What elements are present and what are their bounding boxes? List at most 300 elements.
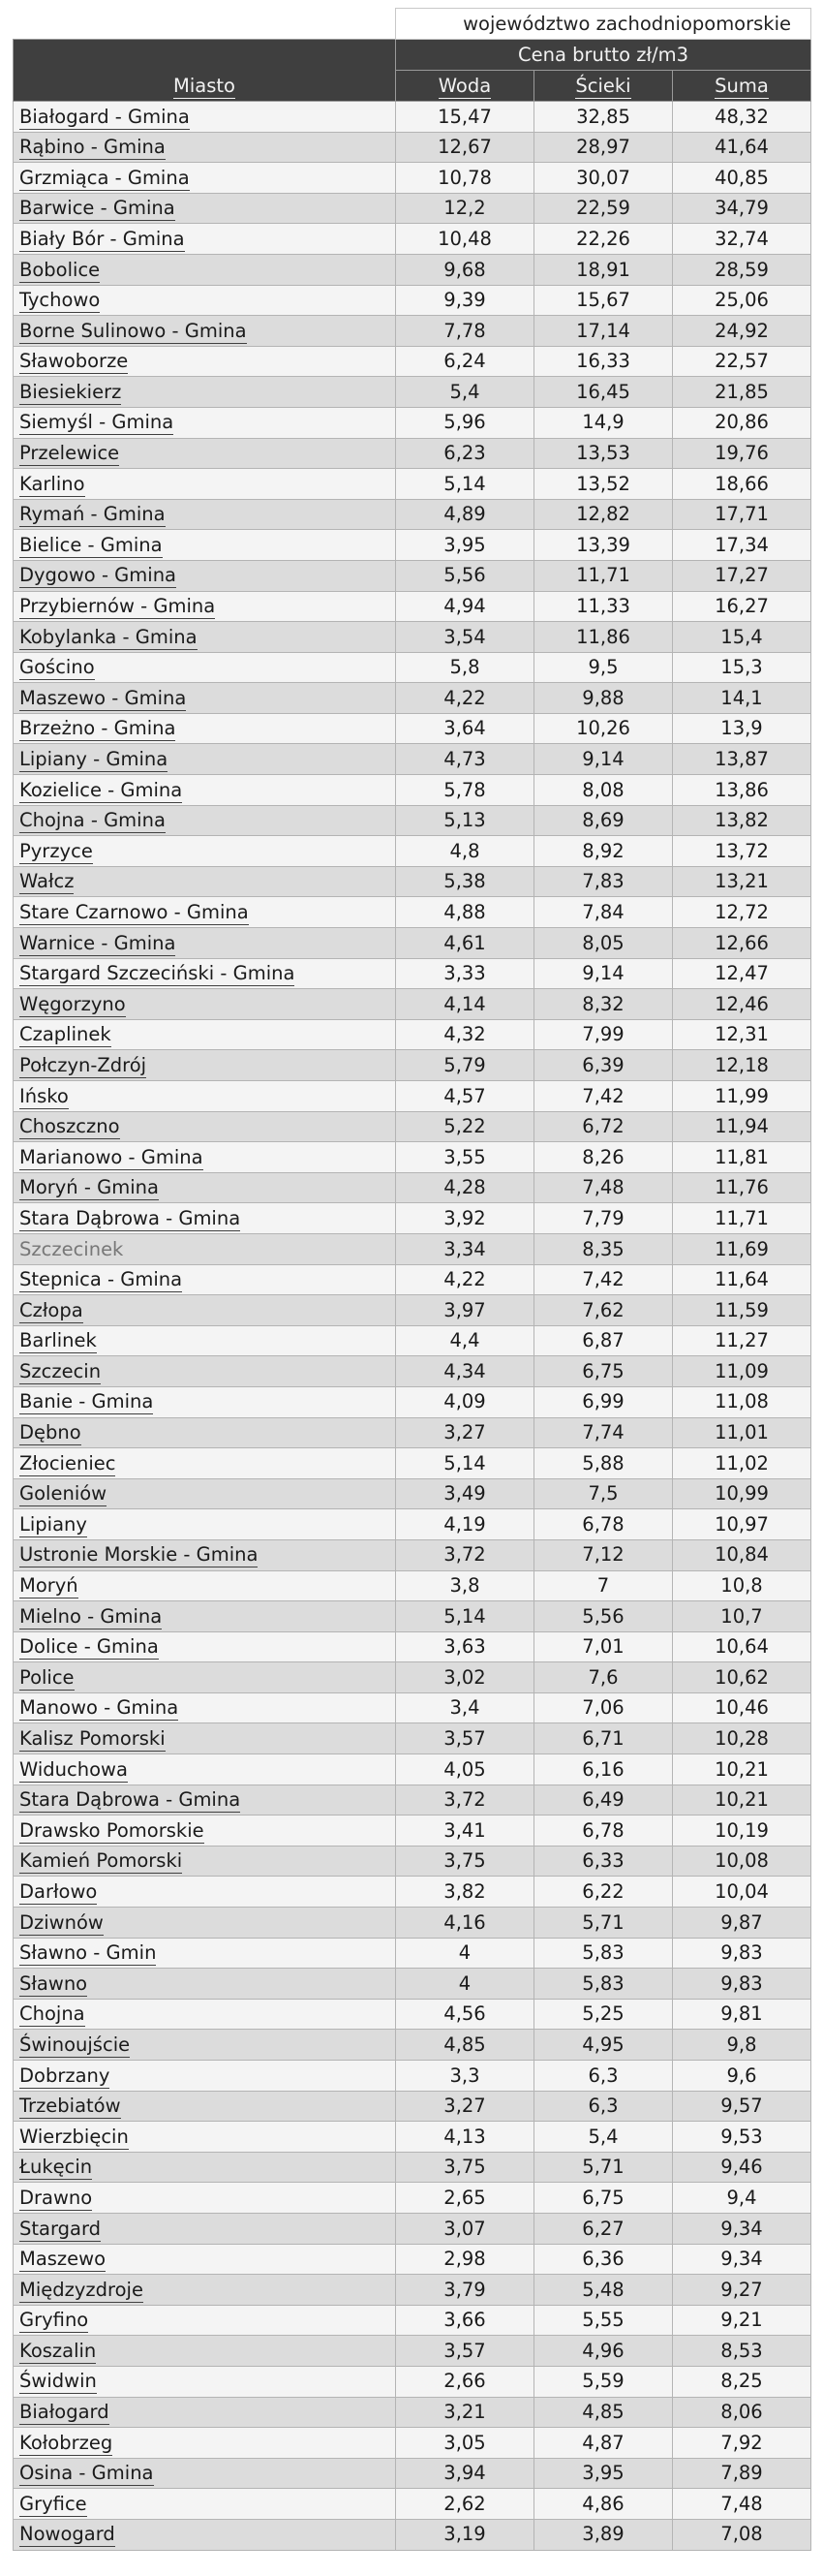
city-cell[interactable] [14, 805, 396, 836]
water-value-cell: 4,94 [396, 591, 534, 622]
sum-value-cell: 25,06 [673, 285, 811, 316]
city-link[interactable]: Borne Sulinowo - Gmina [19, 319, 247, 342]
city-link[interactable]: Kozielice - Gmina [19, 778, 183, 801]
water-value-cell: 9,68 [396, 254, 534, 285]
city-link[interactable]: Białogard [19, 2401, 109, 2424]
sum-value-cell: 10,46 [673, 1692, 811, 1723]
city-link[interactable]: Warnice - Gmina [19, 931, 176, 954]
sewage-column-header[interactable] [534, 71, 673, 102]
table-row [14, 377, 811, 408]
city-cell[interactable] [14, 2305, 396, 2336]
city-cell[interactable] [14, 622, 396, 653]
city-cell[interactable] [14, 1631, 396, 1662]
region-header-row [14, 9, 811, 40]
sewage-value-cell: 13,52 [534, 469, 673, 500]
table-row [14, 2458, 811, 2489]
sewage-value-cell: 7,01 [534, 1631, 673, 1662]
city-cell[interactable] [14, 407, 396, 438]
city-link[interactable]: Bielice - Gmina [19, 533, 163, 556]
city-link[interactable]: Drawsko Pomorskie [19, 1818, 204, 1842]
city-cell[interactable] [14, 1264, 396, 1295]
water-value-cell: 3,41 [396, 1816, 534, 1847]
city-link[interactable]: Nowogard [19, 2523, 115, 2546]
water-value-cell: 3,49 [396, 1478, 534, 1509]
table-row [14, 285, 811, 316]
city-cell[interactable] [14, 377, 396, 408]
sewage-value-cell: 6,27 [534, 2213, 673, 2244]
city-cell[interactable] [14, 2366, 396, 2397]
table-row [14, 1050, 811, 1081]
city-link[interactable]: Police [19, 1665, 75, 1689]
city-cell[interactable] [14, 683, 396, 714]
city-cell[interactable] [14, 1081, 396, 1112]
city-cell[interactable] [14, 469, 396, 500]
price-table-container [13, 8, 810, 2551]
region-label: województwo zachodniopomorskie [396, 9, 811, 40]
city-cell[interactable] [14, 254, 396, 285]
sum-value-cell: 11,99 [673, 1081, 811, 1112]
city-cell[interactable] [14, 1754, 396, 1785]
sum-value-cell: 9,34 [673, 2213, 811, 2244]
water-value-cell: 3,02 [396, 1662, 534, 1693]
city-link[interactable]: Chojna - Gmina [19, 809, 166, 832]
sewage-value-cell: 7,62 [534, 1295, 673, 1326]
city-link[interactable]: Dobrzany [19, 2064, 110, 2087]
water-value-cell: 3,55 [396, 1142, 534, 1173]
sum-value-cell: 7,92 [673, 2428, 811, 2459]
city-link[interactable]: Karlino [19, 472, 85, 495]
city-link[interactable]: Siemyśl - Gmina [19, 411, 174, 434]
city-link[interactable]: Szczecin [19, 1359, 102, 1382]
table-row [14, 1417, 811, 1448]
city-cell[interactable] [14, 1908, 396, 1939]
city-column-header[interactable] [14, 40, 396, 102]
table-row [14, 928, 811, 959]
water-value-cell: 3,33 [396, 958, 534, 989]
sewage-value-cell: 8,05 [534, 928, 673, 959]
city-link[interactable]: Rąbino - Gmina [19, 136, 166, 159]
city-link[interactable]: Stepnica - Gmina [19, 1268, 183, 1291]
water-value-cell: 4,05 [396, 1754, 534, 1785]
city-link[interactable]: Stara Dąbrowa - Gmina [19, 1788, 241, 1812]
city-link[interactable]: Grzmiąca - Gmina [19, 166, 190, 189]
water-value-cell: 12,2 [396, 193, 534, 224]
sum-value-cell: 22,57 [673, 346, 811, 377]
sum-value-cell: 9,83 [673, 1938, 811, 1969]
water-value-cell: 5,96 [396, 407, 534, 438]
city-cell[interactable] [14, 2458, 396, 2489]
table-row [14, 2305, 811, 2336]
sewage-value-cell: 7,6 [534, 1662, 673, 1693]
sum-value-cell: 10,8 [673, 1570, 811, 1601]
city-cell[interactable] [14, 775, 396, 806]
city-link[interactable]: Świnoujście [19, 2033, 131, 2056]
water-value-cell: 5,78 [396, 775, 534, 806]
city-cell[interactable] [14, 1478, 396, 1509]
sum-value-cell: 48,32 [673, 102, 811, 133]
water-value-cell: 5,22 [396, 1111, 534, 1142]
city-cell[interactable] [14, 1692, 396, 1723]
city-link[interactable]: Moryń - Gmina [19, 1176, 159, 1199]
city-link[interactable]: Koszalin [19, 2339, 97, 2362]
city-link[interactable]: Darłowo [19, 1879, 98, 1903]
sewage-value-cell: 6,72 [534, 1111, 673, 1142]
table-row [14, 1111, 811, 1142]
sum-value-cell: 9,6 [673, 2061, 811, 2092]
city-cell[interactable] [14, 2213, 396, 2244]
water-column-header[interactable] [396, 71, 534, 102]
city-link[interactable]: Barlinek [19, 1329, 97, 1352]
city-link[interactable]: Osina - Gmina [19, 2462, 154, 2485]
city-link[interactable]: Kobylanka - Gmina [19, 625, 198, 648]
city-cell[interactable] [14, 499, 396, 530]
sewage-value-cell: 6,3 [534, 2061, 673, 2092]
city-link[interactable]: Choszczno [19, 1115, 120, 1138]
sewage-value-cell: 6,49 [534, 1785, 673, 1816]
water-value-cell: 3,07 [396, 2213, 534, 2244]
table-row [14, 1019, 811, 1050]
water-value-cell: 4,09 [396, 1386, 534, 1417]
sewage-column-header-label[interactable]: Ścieki [575, 74, 631, 97]
sum-value-cell: 12,47 [673, 958, 811, 989]
city-link[interactable]: Stargard [19, 2217, 102, 2240]
city-cell[interactable] [14, 1356, 396, 1387]
water-value-cell: 4,73 [396, 744, 534, 775]
price-group-header: Cena brutto zł/m3 [396, 40, 811, 71]
table-row [14, 132, 811, 163]
water-value-cell: 12,67 [396, 132, 534, 163]
city-cell[interactable] [14, 1938, 396, 1969]
sewage-value-cell: 6,16 [534, 1754, 673, 1785]
sum-value-cell: 9,53 [673, 2122, 811, 2153]
city-link[interactable]: Kamień Pomorski [19, 1849, 183, 1873]
city-cell[interactable] [14, 1050, 396, 1081]
city-link[interactable]: Ustronie Morskie - Gmina [19, 1543, 259, 1567]
sewage-value-cell: 5,88 [534, 1448, 673, 1479]
city-link[interactable]: Przelewice [19, 442, 120, 465]
sum-value-cell: 11,02 [673, 1448, 811, 1479]
sewage-value-cell: 18,91 [534, 254, 673, 285]
sum-value-cell: 12,18 [673, 1050, 811, 1081]
table-row [14, 163, 811, 194]
city-link[interactable]: Gryfice [19, 2492, 87, 2515]
city-link[interactable]: Brzeżno - Gmina [19, 717, 176, 740]
city-cell[interactable] [14, 2183, 396, 2214]
water-value-cell: 5,56 [396, 560, 534, 591]
city-link[interactable]: Banie - Gmina [19, 1390, 154, 1413]
city-link[interactable]: Węgorzyno [19, 992, 126, 1015]
city-link[interactable]: Pyrzyce [19, 839, 93, 862]
table-row [14, 2122, 811, 2153]
sewage-value-cell: 4,86 [534, 2489, 673, 2520]
city-cell[interactable] [14, 1509, 396, 1540]
sum-value-cell: 10,19 [673, 1816, 811, 1847]
city-cell[interactable] [14, 530, 396, 561]
city-cell[interactable] [14, 224, 396, 255]
sum-value-cell: 10,7 [673, 1601, 811, 1632]
city-link[interactable]: Rymań - Gmina [19, 503, 166, 526]
city-cell[interactable] [14, 1601, 396, 1632]
city-cell[interactable] [14, 958, 396, 989]
sewage-value-cell: 5,59 [534, 2366, 673, 2397]
city-cell[interactable] [14, 1203, 396, 1234]
water-value-cell: 3,64 [396, 713, 534, 744]
sewage-value-cell: 5,56 [534, 1601, 673, 1632]
city-link[interactable]: Człopa [19, 1298, 83, 1321]
sum-column-header-label[interactable]: Suma [715, 74, 769, 97]
sum-value-cell: 10,64 [673, 1631, 811, 1662]
city-link[interactable]: Połczyn-Zdrój [19, 1053, 147, 1076]
table-row [14, 254, 811, 285]
city-link[interactable]: Złocieniec [19, 1451, 116, 1474]
table-row [14, 224, 811, 255]
city-cell[interactable] [14, 1662, 396, 1693]
sewage-value-cell: 5,4 [534, 2122, 673, 2153]
city-cell[interactable] [14, 1969, 396, 2000]
table-row [14, 2428, 811, 2459]
sewage-value-cell: 7,99 [534, 1019, 673, 1050]
table-row [14, 1539, 811, 1570]
city-link[interactable]: Biały Bór - Gmina [19, 227, 185, 250]
city-cell[interactable] [14, 2275, 396, 2306]
sewage-value-cell: 6,87 [534, 1325, 673, 1356]
city-cell[interactable] [14, 1019, 396, 1050]
city-cell[interactable] [14, 1142, 396, 1173]
city-cell[interactable] [14, 2061, 396, 2092]
city-link[interactable]: Lipiany [19, 1512, 87, 1536]
city-link[interactable]: Gryfino [19, 2309, 89, 2332]
city-cell[interactable] [14, 897, 396, 928]
city-cell[interactable] [14, 438, 396, 469]
city-cell[interactable] [14, 2397, 396, 2428]
city-cell[interactable] [14, 1816, 396, 1847]
city-link[interactable]: Drawno [19, 2186, 93, 2209]
city-link[interactable]: Goleniów [19, 1482, 107, 1505]
table-row [14, 2091, 811, 2122]
sum-value-cell: 14,1 [673, 683, 811, 714]
sewage-value-cell: 12,82 [534, 499, 673, 530]
city-cell[interactable] [14, 836, 396, 867]
sewage-value-cell: 5,25 [534, 1999, 673, 2030]
city-cell[interactable] [14, 2519, 396, 2550]
water-value-cell: 5,14 [396, 1448, 534, 1479]
sum-value-cell: 13,87 [673, 744, 811, 775]
sum-value-cell: 7,89 [673, 2458, 811, 2489]
city-cell[interactable] [14, 1386, 396, 1417]
sewage-value-cell: 6,78 [534, 1509, 673, 1540]
sum-value-cell: 18,66 [673, 469, 811, 500]
city-cell[interactable] [14, 713, 396, 744]
city-cell[interactable] [14, 989, 396, 1020]
sewage-value-cell: 7,42 [534, 1264, 673, 1295]
water-value-cell: 3,66 [396, 2305, 534, 2336]
city-link[interactable]: Świdwin [19, 2370, 97, 2393]
city-link[interactable]: Białogard - Gmina [19, 105, 190, 128]
city-link[interactable]: Tychowo [19, 289, 101, 312]
water-value-cell: 4,89 [396, 499, 534, 530]
city-link[interactable]: Stare Czarnowo - Gmina [19, 900, 249, 923]
city-link[interactable]: Wałcz [19, 870, 75, 893]
city-link[interactable]: Przybiernów - Gmina [19, 595, 216, 618]
table-row [14, 346, 811, 377]
city-cell[interactable] [14, 1846, 396, 1877]
city-link[interactable]: Biesiekierz [19, 380, 122, 403]
city-link[interactable]: Sławno - Gmin [19, 1941, 157, 1965]
city-link[interactable]: Dębno [19, 1421, 81, 1444]
city-link[interactable]: Mielno - Gmina [19, 1604, 163, 1628]
city-cell[interactable] [14, 2091, 396, 2122]
city-cell[interactable] [14, 316, 396, 347]
water-value-cell: 3,8 [396, 1570, 534, 1601]
water-value-cell: 4,4 [396, 1325, 534, 1356]
city-cell[interactable] [14, 1723, 396, 1754]
sum-value-cell: 9,83 [673, 1969, 811, 2000]
water-value-cell: 5,14 [396, 469, 534, 500]
sewage-value-cell: 15,67 [534, 285, 673, 316]
city-link[interactable]: Ińsko [19, 1084, 69, 1107]
city-link[interactable]: Sławno [19, 1971, 88, 1995]
table-row [14, 1631, 811, 1662]
sum-value-cell: 9,8 [673, 2030, 811, 2061]
water-value-cell: 4,57 [396, 1081, 534, 1112]
city-cell[interactable] [14, 2244, 396, 2275]
city-cell[interactable] [14, 346, 396, 377]
city-link[interactable]: Trzebiatów [19, 2095, 121, 2118]
water-column-header-label[interactable]: Woda [438, 74, 492, 97]
city-link[interactable]: Dziwnów [19, 1910, 104, 1934]
sum-value-cell: 17,71 [673, 499, 811, 530]
city-link[interactable]: Marianowo - Gmina [19, 1145, 203, 1168]
city-link[interactable]: Międzyzdroje [19, 2278, 143, 2301]
water-value-cell: 3,92 [396, 1203, 534, 1234]
sum-value-cell: 8,25 [673, 2366, 811, 2397]
sewage-value-cell: 17,14 [534, 316, 673, 347]
city-cell[interactable] [14, 1999, 396, 2030]
table-row [14, 591, 811, 622]
city-cell[interactable] [14, 1877, 396, 1908]
city-link[interactable]: Stargard Szczeciński - Gmina [19, 962, 295, 985]
city-cell[interactable] [14, 285, 396, 316]
city-cell[interactable] [14, 928, 396, 959]
city-cell[interactable] [14, 2336, 396, 2367]
water-value-cell: 4,85 [396, 2030, 534, 2061]
sum-value-cell: 10,84 [673, 1539, 811, 1570]
city-cell[interactable] [14, 2152, 396, 2183]
table-row [14, 1264, 811, 1295]
sewage-value-cell: 9,14 [534, 958, 673, 989]
city-link[interactable]: Łukęcin [19, 2156, 93, 2179]
city-cell[interactable] [14, 1172, 396, 1203]
sewage-value-cell: 28,97 [534, 132, 673, 163]
city-cell[interactable] [14, 1233, 396, 1264]
sum-value-cell: 11,76 [673, 1172, 811, 1203]
table-row [14, 2061, 811, 2092]
sum-value-cell: 34,79 [673, 193, 811, 224]
table-row [14, 560, 811, 591]
city-cell[interactable] [14, 2428, 396, 2459]
city-cell[interactable] [14, 102, 396, 133]
city-cell[interactable] [14, 132, 396, 163]
sum-value-cell: 11,64 [673, 1264, 811, 1295]
city-cell[interactable] [14, 1448, 396, 1479]
city-cell[interactable] [14, 2122, 396, 2153]
table-row [14, 1816, 811, 1847]
city-cell[interactable] [14, 2489, 396, 2520]
sum-value-cell: 9,4 [673, 2183, 811, 2214]
city-cell[interactable] [14, 2030, 396, 2061]
sewage-value-cell: 4,87 [534, 2428, 673, 2459]
city-column-header-label[interactable]: Miasto [173, 74, 235, 97]
city-link[interactable]: Barwice - Gmina [19, 197, 175, 220]
table-row [14, 805, 811, 836]
city-link[interactable]: Kalisz Pomorski [19, 1727, 166, 1751]
city-link[interactable]: Widuchowa [19, 1757, 128, 1781]
city-link[interactable]: Dolice - Gmina [19, 1635, 159, 1659]
table-row [14, 1846, 811, 1877]
water-value-cell: 4,22 [396, 683, 534, 714]
city-link[interactable]: Maszewo - Gmina [19, 686, 187, 709]
city-link[interactable]: Wierzbięcin [19, 2125, 129, 2148]
city-cell[interactable] [14, 591, 396, 622]
city-link[interactable]: Maszewo [19, 2248, 107, 2271]
city-cell[interactable] [14, 1111, 396, 1142]
city-link[interactable]: Stara Dąbrowa - Gmina [19, 1206, 241, 1229]
table-row [14, 2275, 811, 2306]
city-cell[interactable] [14, 1570, 396, 1601]
sum-value-cell: 11,27 [673, 1325, 811, 1356]
city-cell[interactable] [14, 163, 396, 194]
city-cell[interactable] [14, 1325, 396, 1356]
city-cell[interactable] [14, 1539, 396, 1570]
sum-value-cell: 41,64 [673, 132, 811, 163]
sewage-value-cell: 7,84 [534, 897, 673, 928]
city-cell[interactable] [14, 744, 396, 775]
table-row [14, 1785, 811, 1816]
table-row [14, 438, 811, 469]
sum-value-cell: 12,46 [673, 989, 811, 1020]
city-link[interactable]: Dygowo - Gmina [19, 564, 177, 587]
city-cell[interactable] [14, 193, 396, 224]
sum-value-cell: 9,27 [673, 2275, 811, 2306]
sum-value-cell: 9,57 [673, 2091, 811, 2122]
city-link[interactable]: Czaplinek [19, 1023, 111, 1046]
city-link[interactable]: Szczecinek [19, 1237, 124, 1260]
water-value-cell: 3,21 [396, 2397, 534, 2428]
city-cell[interactable] [14, 1295, 396, 1326]
table-row [14, 2366, 811, 2397]
city-link[interactable]: Chojna [19, 2002, 85, 2026]
city-cell[interactable] [14, 1417, 396, 1448]
city-cell[interactable] [14, 1785, 396, 1816]
water-value-cell: 2,62 [396, 2489, 534, 2520]
city-cell[interactable] [14, 866, 396, 897]
sewage-value-cell: 13,39 [534, 530, 673, 561]
table-row [14, 989, 811, 1020]
sum-value-cell: 10,08 [673, 1846, 811, 1877]
sum-value-cell: 9,46 [673, 2152, 811, 2183]
city-link[interactable]: Manowo - Gmina [19, 1696, 179, 1720]
city-link[interactable]: Lipiany - Gmina [19, 748, 168, 771]
city-cell[interactable] [14, 652, 396, 683]
city-link[interactable]: Kołobrzeg [19, 2431, 113, 2454]
table-row [14, 897, 811, 928]
city-cell[interactable] [14, 560, 396, 591]
city-link[interactable]: Sławoborze [19, 350, 129, 373]
sum-column-header[interactable] [673, 71, 811, 102]
city-link[interactable]: Bobolice [19, 258, 101, 281]
city-link[interactable]: Moryń [19, 1574, 78, 1598]
city-link[interactable]: Gościno [19, 656, 95, 679]
